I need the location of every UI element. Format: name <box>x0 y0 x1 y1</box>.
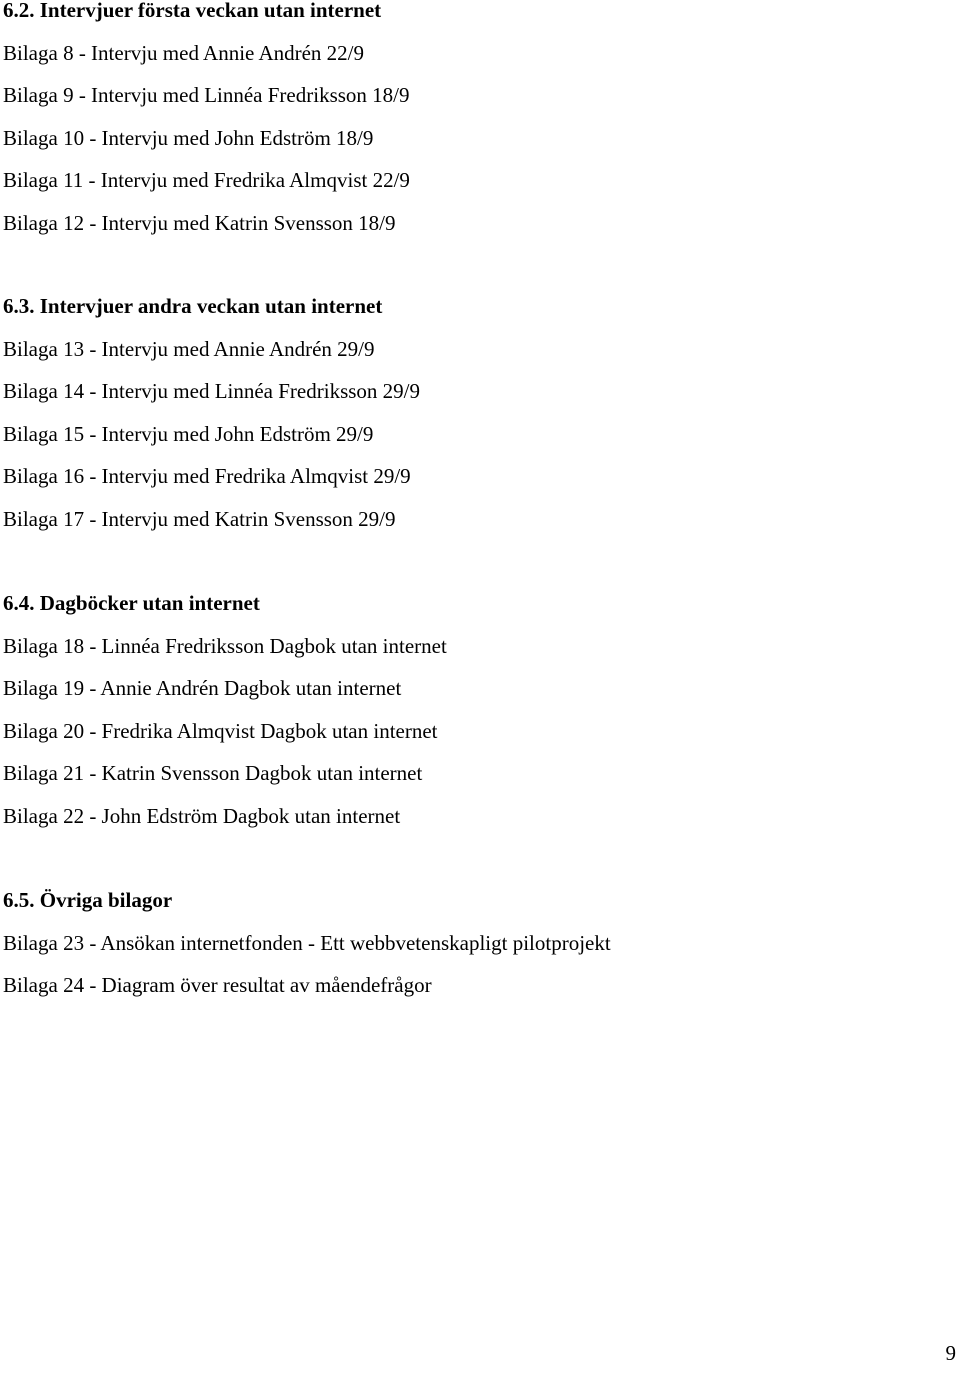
section-heading: 6.4. Dagböcker utan internet <box>3 591 260 615</box>
section-6-5 <box>3 879 943 1007</box>
appendix-item: Bilaga 24 - Diagram över resultat av måendefrågor <box>3 973 432 997</box>
appendix-item: Bilaga 20 - Fredrika Almqvist Dagbok utan internet <box>3 718 438 743</box>
section-6-3 <box>3 285 943 540</box>
appendix-item: Bilaga 23 - Ansökan internetfonden - Ett webbvetenskapligt pilotprojekt <box>3 930 611 955</box>
section-heading: 6.3. Intervjuer andra veckan utan internet <box>3 294 383 318</box>
appendix-item: Bilaga 12 - Intervju med Katrin Svensson 18/9 <box>3 210 396 235</box>
section-heading: 6.2. Intervjuer första veckan utan internet <box>3 0 382 22</box>
appendix-item: Bilaga 9 - Intervju med Linnéa Fredriksson 18/9 <box>3 83 410 107</box>
appendix-item: Bilaga 11 - Intervju med Fredrika Almqvist 22/9 <box>3 168 410 192</box>
appendix-item: Bilaga 8 - Intervju med Annie Andrén 22/9 <box>3 40 365 65</box>
appendix-item: Bilaga 18 - Linnéa Fredriksson Dagbok utan internet <box>3 633 447 658</box>
appendix-item: Bilaga 14 - Intervju med Linnéa Fredriksson 29/9 <box>3 379 420 403</box>
appendix-item: Bilaga 17 - Intervju med Katrin Svensson 29/9 <box>3 506 396 531</box>
appendix-item: Bilaga 19 - Annie Andrén Dagbok utan internet <box>3 676 402 700</box>
appendix-item: Bilaga 13 - Intervju med Annie Andrén 29/9 <box>3 336 375 361</box>
section-heading: 6.5. Övriga bilagor <box>3 888 173 912</box>
page-number: 9 <box>945 1341 956 1365</box>
appendix-item: Bilaga 16 - Intervju med Fredrika Almqvist 29/9 <box>3 464 411 488</box>
section-6-2 <box>3 0 943 244</box>
appendix-item: Bilaga 15 - Intervju med John Edström 29/9 <box>3 421 374 446</box>
appendix-item: Bilaga 10 - Intervju med John Edström 18/9 <box>3 125 374 150</box>
appendix-item: Bilaga 22 - John Edström Dagbok utan internet <box>3 803 401 828</box>
appendix-item: Bilaga 21 - Katrin Svensson Dagbok utan internet <box>3 761 423 785</box>
section-6-4 <box>3 582 943 837</box>
